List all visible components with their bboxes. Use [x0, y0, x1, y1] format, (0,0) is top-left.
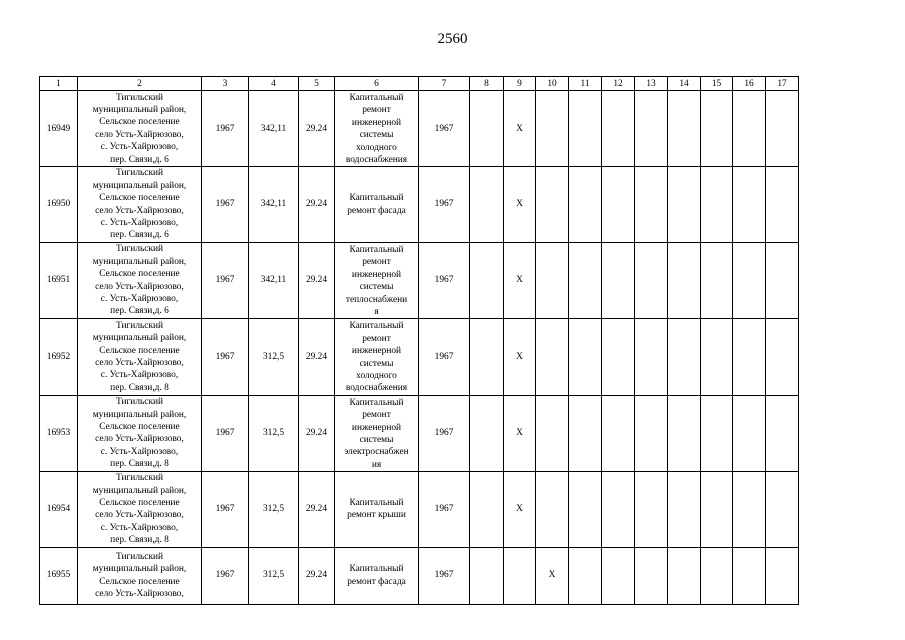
- row-rate: 29.24: [299, 472, 335, 547]
- row-col-16: [733, 167, 766, 242]
- row-year: 1967: [202, 91, 249, 167]
- table-row: [40, 547, 799, 604]
- column-header: 1: [40, 77, 78, 91]
- row-col-15: [701, 167, 733, 242]
- row-col-9: [504, 547, 536, 604]
- row-col-14: [668, 167, 701, 242]
- row-col-17: [766, 167, 799, 242]
- row-area: 342,11: [249, 91, 299, 167]
- row-address: Тигильский муниципальный район, Сельское поселение село Усть-Хайрюзово, с. Усть-Хайрюзово, пер. Связи,д. 8: [78, 395, 202, 471]
- row-area: 342,11: [249, 242, 299, 318]
- row-work-type: Капитальный ремонт инженерной системы холодного водоснабжения: [335, 319, 419, 395]
- row-year: 1967: [202, 395, 249, 471]
- row-rate: 29.24: [299, 242, 335, 318]
- row-work-year: 1967: [419, 395, 470, 471]
- row-col-9: X: [504, 319, 536, 395]
- row-work-type: Капитальный ремонт инженерной системы теплоснабжени я: [335, 242, 419, 318]
- row-col-16: [733, 91, 766, 167]
- row-col-12: [602, 167, 635, 242]
- row-rate: 29.24: [299, 91, 335, 167]
- row-col-10: X: [536, 547, 569, 604]
- row-col-13: [635, 547, 668, 604]
- row-area: 312,5: [249, 319, 299, 395]
- row-id: 16951: [40, 242, 78, 318]
- row-id: 16949: [40, 91, 78, 167]
- row-col-13: [635, 91, 668, 167]
- row-col-17: [766, 319, 799, 395]
- row-col-15: [701, 547, 733, 604]
- row-col-17: [766, 91, 799, 167]
- row-work-year: 1967: [419, 547, 470, 604]
- row-col-17: [766, 395, 799, 471]
- row-work-year: 1967: [419, 319, 470, 395]
- row-col-15: [701, 242, 733, 318]
- row-col-8: [470, 167, 504, 242]
- row-address: Тигильский муниципальный район, Сельское поселение село Усть-Хайрюзово, с. Усть-Хайрюзово, пер. Связи,д. 8: [78, 472, 202, 547]
- row-rate: 29.24: [299, 167, 335, 242]
- column-header: 15: [701, 77, 733, 91]
- row-work-type: Капитальный ремонт фасада: [335, 547, 419, 604]
- row-year: 1967: [202, 242, 249, 318]
- row-col-14: [668, 395, 701, 471]
- row-col-16: [733, 395, 766, 471]
- row-col-8: [470, 472, 504, 547]
- row-col-12: [602, 91, 635, 167]
- row-year: 1967: [202, 472, 249, 547]
- column-header: 3: [202, 77, 249, 91]
- row-col-15: [701, 395, 733, 471]
- row-work-year: 1967: [419, 167, 470, 242]
- row-address: Тигильский муниципальный район, Сельское поселение село Усть-Хайрюзово, с. Усть-Хайрюзово, пер. Связи,д. 6: [78, 91, 202, 167]
- row-col-9: X: [504, 242, 536, 318]
- column-header: 2: [78, 77, 202, 91]
- row-col-11: [569, 319, 602, 395]
- row-col-10: [536, 91, 569, 167]
- row-col-8: [470, 319, 504, 395]
- row-col-15: [701, 319, 733, 395]
- row-col-13: [635, 242, 668, 318]
- row-col-11: [569, 395, 602, 471]
- row-col-17: [766, 472, 799, 547]
- row-col-8: [470, 395, 504, 471]
- row-col-10: [536, 242, 569, 318]
- column-header: 11: [569, 77, 602, 91]
- row-col-8: [470, 91, 504, 167]
- row-address: Тигильский муниципальный район, Сельское поселение село Усть-Хайрюзово, с. Усть-Хайрюзово, пер. Связи,д. 6: [78, 167, 202, 242]
- row-year: 1967: [202, 319, 249, 395]
- row-work-type: Капитальный ремонт фасада: [335, 167, 419, 242]
- row-work-year: 1967: [419, 242, 470, 318]
- row-work-year: 1967: [419, 472, 470, 547]
- row-col-12: [602, 395, 635, 471]
- column-header: 14: [668, 77, 701, 91]
- row-col-11: [569, 167, 602, 242]
- row-col-10: [536, 319, 569, 395]
- row-col-15: [701, 91, 733, 167]
- row-col-11: [569, 91, 602, 167]
- row-address: Тигильский муниципальный район, Сельское поселение село Усть-Хайрюзово,: [78, 547, 202, 604]
- column-header: 10: [536, 77, 569, 91]
- row-col-11: [569, 547, 602, 604]
- table-row: [40, 395, 799, 471]
- row-address: Тигильский муниципальный район, Сельское поселение село Усть-Хайрюзово, с. Усть-Хайрюзово, пер. Связи,д. 8: [78, 319, 202, 395]
- table-row: [40, 319, 799, 395]
- row-work-type: Капитальный ремонт инженерной системы электроснабжен ия: [335, 395, 419, 471]
- row-id: 16954: [40, 472, 78, 547]
- repair-register-table: [39, 76, 799, 605]
- row-col-16: [733, 242, 766, 318]
- row-work-year: 1967: [419, 91, 470, 167]
- row-col-12: [602, 472, 635, 547]
- row-year: 1967: [202, 167, 249, 242]
- row-col-17: [766, 242, 799, 318]
- row-col-14: [668, 242, 701, 318]
- row-area: 312,5: [249, 395, 299, 471]
- table-row: [40, 472, 799, 547]
- row-col-11: [569, 242, 602, 318]
- row-col-9: X: [504, 91, 536, 167]
- row-area: 342,11: [249, 167, 299, 242]
- column-header: 5: [299, 77, 335, 91]
- row-col-11: [569, 472, 602, 547]
- row-col-13: [635, 167, 668, 242]
- row-col-12: [602, 547, 635, 604]
- row-col-13: [635, 319, 668, 395]
- row-col-14: [668, 547, 701, 604]
- row-col-17: [766, 547, 799, 604]
- column-header: 17: [766, 77, 799, 91]
- row-col-10: [536, 472, 569, 547]
- row-work-type: Капитальный ремонт инженерной системы холодного водоснабжения: [335, 91, 419, 167]
- column-header: 13: [635, 77, 668, 91]
- page-number: 2560: [437, 31, 468, 47]
- row-id: 16950: [40, 167, 78, 242]
- row-col-10: [536, 167, 569, 242]
- row-col-8: [470, 547, 504, 604]
- row-rate: 29.24: [299, 395, 335, 471]
- row-col-14: [668, 319, 701, 395]
- row-col-14: [668, 472, 701, 547]
- table-row: [40, 167, 799, 242]
- row-col-14: [668, 91, 701, 167]
- column-header: 12: [602, 77, 635, 91]
- row-work-type: Капитальный ремонт крыши: [335, 472, 419, 547]
- table-row: [40, 242, 799, 318]
- column-header: 16: [733, 77, 766, 91]
- column-header: 7: [419, 77, 470, 91]
- row-id: 16955: [40, 547, 78, 604]
- row-rate: 29.24: [299, 547, 335, 604]
- column-header: 9: [504, 77, 536, 91]
- row-col-9: X: [504, 167, 536, 242]
- table-row: [40, 91, 799, 167]
- row-col-16: [733, 472, 766, 547]
- row-address: Тигильский муниципальный район, Сельское поселение село Усть-Хайрюзово, с. Усть-Хайрюзово, пер. Связи,д. 6: [78, 242, 202, 318]
- column-header: 4: [249, 77, 299, 91]
- row-rate: 29.24: [299, 319, 335, 395]
- row-area: 312,5: [249, 547, 299, 604]
- row-col-10: [536, 395, 569, 471]
- row-col-16: [733, 547, 766, 604]
- row-col-12: [602, 242, 635, 318]
- row-col-13: [635, 395, 668, 471]
- row-col-9: X: [504, 472, 536, 547]
- row-area: 312,5: [249, 472, 299, 547]
- row-col-13: [635, 472, 668, 547]
- row-col-8: [470, 242, 504, 318]
- row-col-15: [701, 472, 733, 547]
- row-id: 16952: [40, 319, 78, 395]
- row-col-16: [733, 319, 766, 395]
- row-col-9: X: [504, 395, 536, 471]
- column-header: 8: [470, 77, 504, 91]
- header-row: [40, 77, 799, 91]
- column-header: 6: [335, 77, 419, 91]
- row-year: 1967: [202, 547, 249, 604]
- row-col-12: [602, 319, 635, 395]
- row-id: 16953: [40, 395, 78, 471]
